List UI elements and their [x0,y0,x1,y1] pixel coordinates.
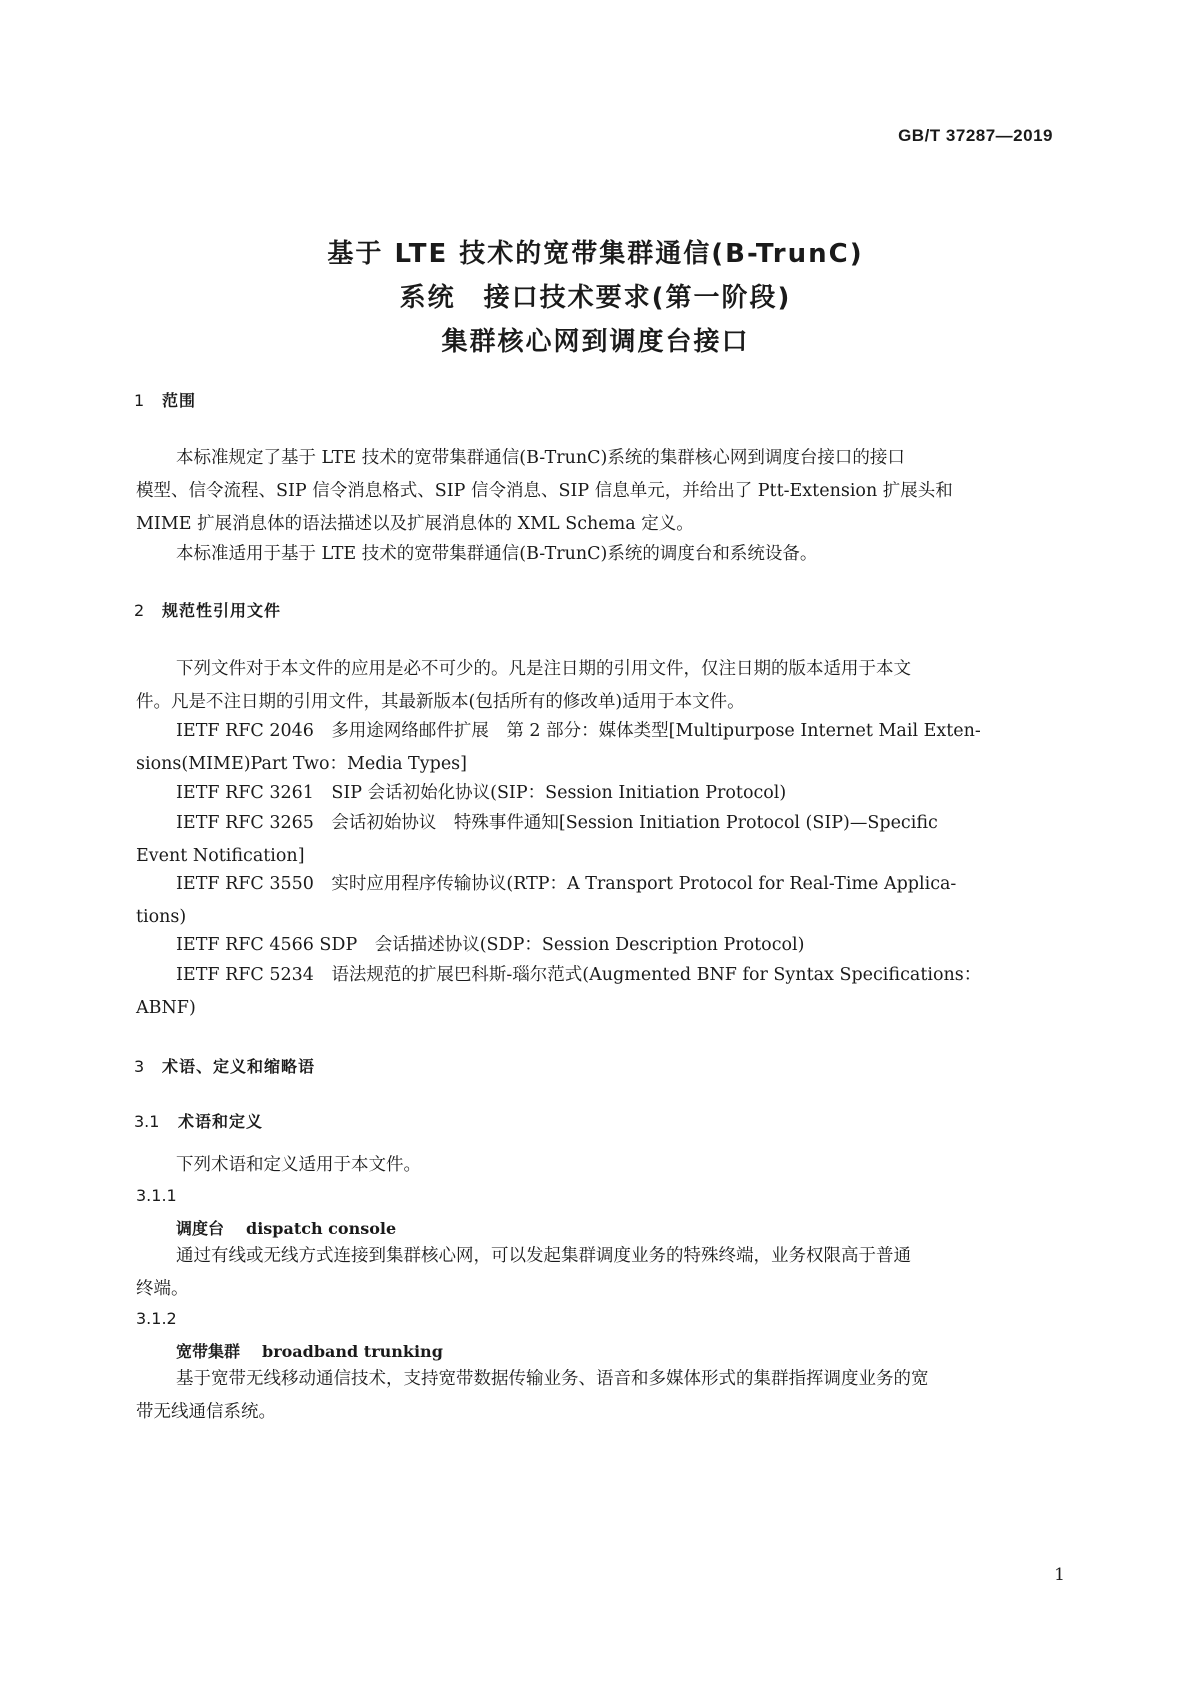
subsection-3-1-heading [134,1109,263,1132]
reference-rfc3550 [136,868,1056,934]
terms-intro: 下列术语和定义适用于本文件。 [176,1155,421,1175]
section-title: 规范性引用文件 [162,601,282,620]
term-number: 3.1.1 [136,1186,177,1205]
section-2-intro [136,653,1056,719]
reference-continuation: tions) [136,907,187,927]
section-2-heading [134,598,281,621]
subsection-title: 术语和定义 [178,1112,264,1131]
term-definition [136,1363,1056,1429]
text-line: 下列文件对于本文件的应用是必不可少的。凡是注日期的引用文件，仅注日期的版本适用于本文 [176,659,911,679]
reference-continuation: ABNF) [136,998,196,1018]
title-line-1: 基于 LTE 技术的宽带集群通信(B-TrunC) [327,239,864,269]
standard-code: GB/T 37287—2019 [898,126,1053,145]
text-line: 通过有线或无线方式连接到集群核心网，可以发起集群调度业务的特殊终端，业务权限高于普通 [176,1246,911,1266]
reference-line: IETF RFC 2046 多用途网络邮件扩展 第 2 部分：媒体类型[Multipurpose Internet Mail Exten- [176,721,981,741]
section-1-paragraph-1 [136,442,1056,541]
reference-line: IETF RFC 3261 SIP 会话初始化协议(SIP：Session Initiation Protocol) [176,783,787,803]
text-line: 基于宽带无线移动通信技术，支持宽带数据传输业务、语音和多媒体形式的集群指挥调度业务的宽 [176,1369,929,1389]
term-english: broadband trunking [262,1342,443,1361]
term-chinese: 调度台 [176,1219,225,1238]
term-definition [136,1240,1056,1306]
term-heading [176,1339,443,1362]
document-title [100,232,1091,364]
page-number: 1 [1054,1565,1065,1585]
section-1-heading [134,388,196,411]
reference-line: IETF RFC 5234 语法规范的扩展巴科斯-瑙尔范式(Augmented BNF for Syntax Specifications： [176,965,982,985]
reference-continuation: Event Notification] [136,846,305,866]
title-line-2: 系统 接口技术要求(第一阶段) [399,283,792,313]
term-chinese: 宽带集群 [176,1342,241,1361]
text-line: 带无线通信系统。 [136,1402,276,1422]
reference-line: IETF RFC 4566 SDP 会话描述协议(SDP：Session Description Protocol) [176,935,805,955]
reference-line: IETF RFC 3550 实时应用程序传输协议(RTP：A Transport Protocol for Real-Time Applica- [176,874,957,894]
reference-rfc5234 [136,959,1056,1025]
section-1-paragraph-2: 本标准适用于基于 LTE 技术的宽带集群通信(B-TrunC)系统的调度台和系统设备。 [176,544,818,564]
section-3-heading [134,1054,315,1077]
term-heading [176,1216,396,1239]
title-line-3: 集群核心网到调度台接口 [441,327,750,357]
reference-rfc3265 [136,807,1056,873]
term-english: dispatch console [246,1219,397,1238]
reference-rfc4566 [136,929,1056,962]
section-number: 1 [134,391,145,410]
subsection-number: 3.1 [134,1112,160,1131]
text-line: 本标准规定了基于 LTE 技术的宽带集群通信(B-TrunC)系统的集群核心网到调度台接口的接口 [176,448,905,468]
reference-continuation: sions(MIME)Part Two：Media Types] [136,754,467,774]
section-number: 2 [134,601,145,620]
section-title: 术语、定义和缩略语 [162,1057,316,1076]
text-line: 件。凡是不注日期的引用文件，其最新版本(包括所有的修改单)适用于本文件。 [136,692,745,712]
text-line: 终端。 [136,1279,189,1299]
reference-rfc2046 [136,715,1056,781]
text-line: 模型、信令流程、SIP 信令消息格式、SIP 信令消息、SIP 信息单元，并给出了 Ptt-Extension 扩展头和 [136,481,953,501]
reference-rfc3261 [136,777,1056,810]
text-line: MIME 扩展消息体的语法描述以及扩展消息体的 XML Schema 定义。 [136,514,694,534]
section-title: 范围 [162,391,197,410]
term-number: 3.1.2 [136,1309,177,1328]
section-number: 3 [134,1057,145,1076]
reference-line: IETF RFC 3265 会话初始协议 特殊事件通知[Session Initiation Protocol (SIP)—Specific [176,813,938,833]
